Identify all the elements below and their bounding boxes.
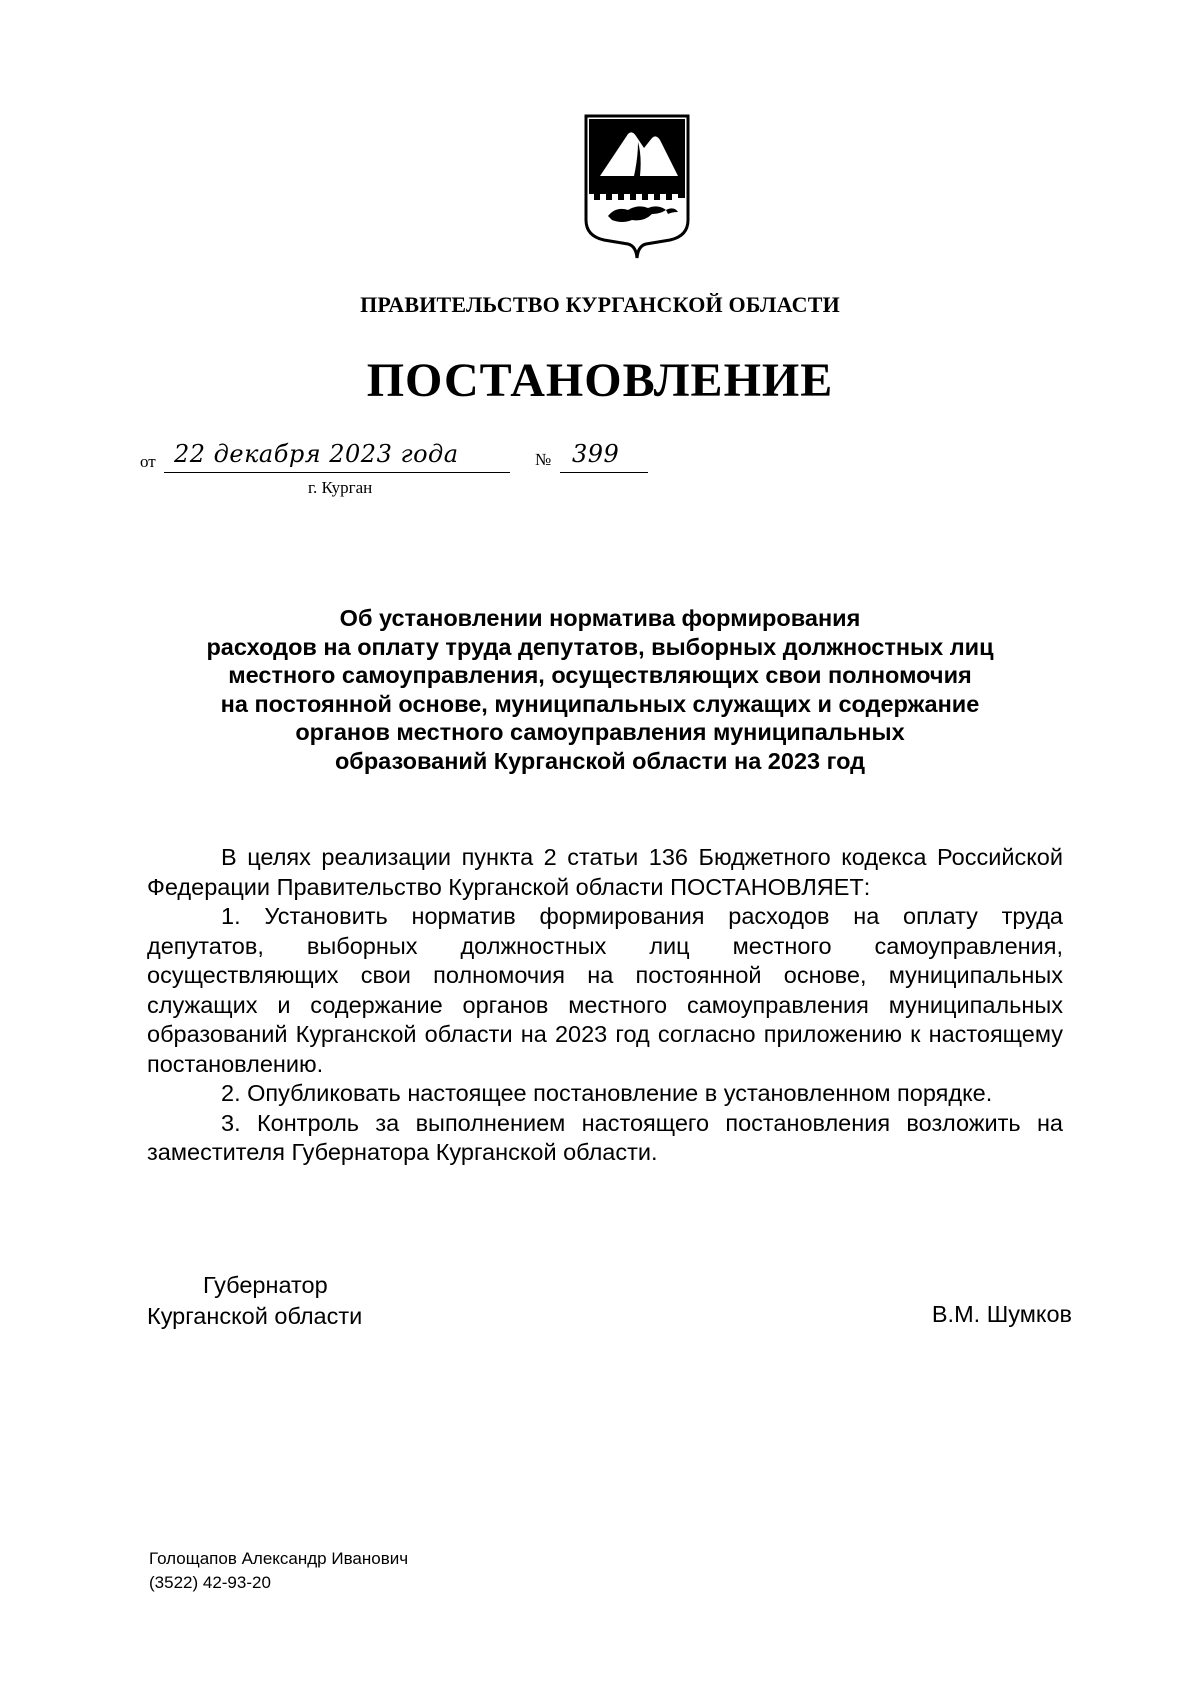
number-underline [560, 472, 648, 473]
subject-line: на постоянной основе, муниципальных служащих и содержание [220, 690, 980, 717]
government-title: ПРАВИТЕЛЬСТВО КУРГАНСКОЙ ОБЛАСТИ [360, 292, 840, 317]
body-paragraph: 2. Опубликовать настоящее постановление в установленном порядке. [221, 1080, 993, 1106]
subject-line: Об установлении норматива формирования [339, 605, 861, 631]
document-subject [140, 604, 1060, 775]
executor-name: Голощапов Александр Иванович [149, 1549, 409, 1568]
subject-line: расходов на оплату труда депутатов, выборных должностных лиц [206, 633, 994, 660]
document-body [147, 843, 1063, 1168]
subject-line: органов местного самоуправления муниципальных [295, 719, 905, 745]
body-paragraph: В целях реализации пункта 2 статьи 136 Бюджетного кодекса Российской Федерации Правительство Курганской области ПОСТАНОВЛЯЕТ: [147, 844, 1063, 900]
document-type-heading: ПОСТАНОВЛЕНИЕ [366, 354, 834, 407]
body-paragraph: 3. Контроль за выполнением настоящего постановления возложить на заместителя Губернатора Курганской области. [147, 1109, 1063, 1165]
number-label: № [535, 450, 552, 469]
signatory-title-line: Губернатор [203, 1272, 328, 1298]
subject-line: образований Курганской области на 2023 год [334, 747, 866, 774]
executor-phone: (3522) 42-93-20 [149, 1573, 271, 1592]
date-from-label: от [140, 452, 156, 471]
coat-of-arms-icon [582, 112, 692, 262]
signatory-name: В.М. Шумков [931, 1301, 1072, 1327]
city-label: г. Курган [308, 478, 373, 497]
body-paragraph: 1. Установить норматив формирования расходов на оплату труда депутатов, выборных должностных лиц местного самоуправления, осуществляющих свои полномочия на постоянной основе, муниципальных служащих и содержание органов местного самоуправления муниципальных образований Курганской области на 2023 год согласно приложению к настоящему постановлению. [147, 903, 1063, 1077]
signatory-title [147, 1270, 362, 1332]
executor-contact [149, 1547, 408, 1595]
date-number-line [140, 440, 660, 510]
handwritten-number: 399 [572, 440, 620, 468]
date-underline [164, 472, 510, 473]
signatory-title-line: Курганской области [147, 1303, 363, 1329]
subject-line: местного самоуправления, осуществляющих свои полномочия [228, 662, 972, 688]
handwritten-date: 22 декабря 2023 года [174, 440, 459, 468]
